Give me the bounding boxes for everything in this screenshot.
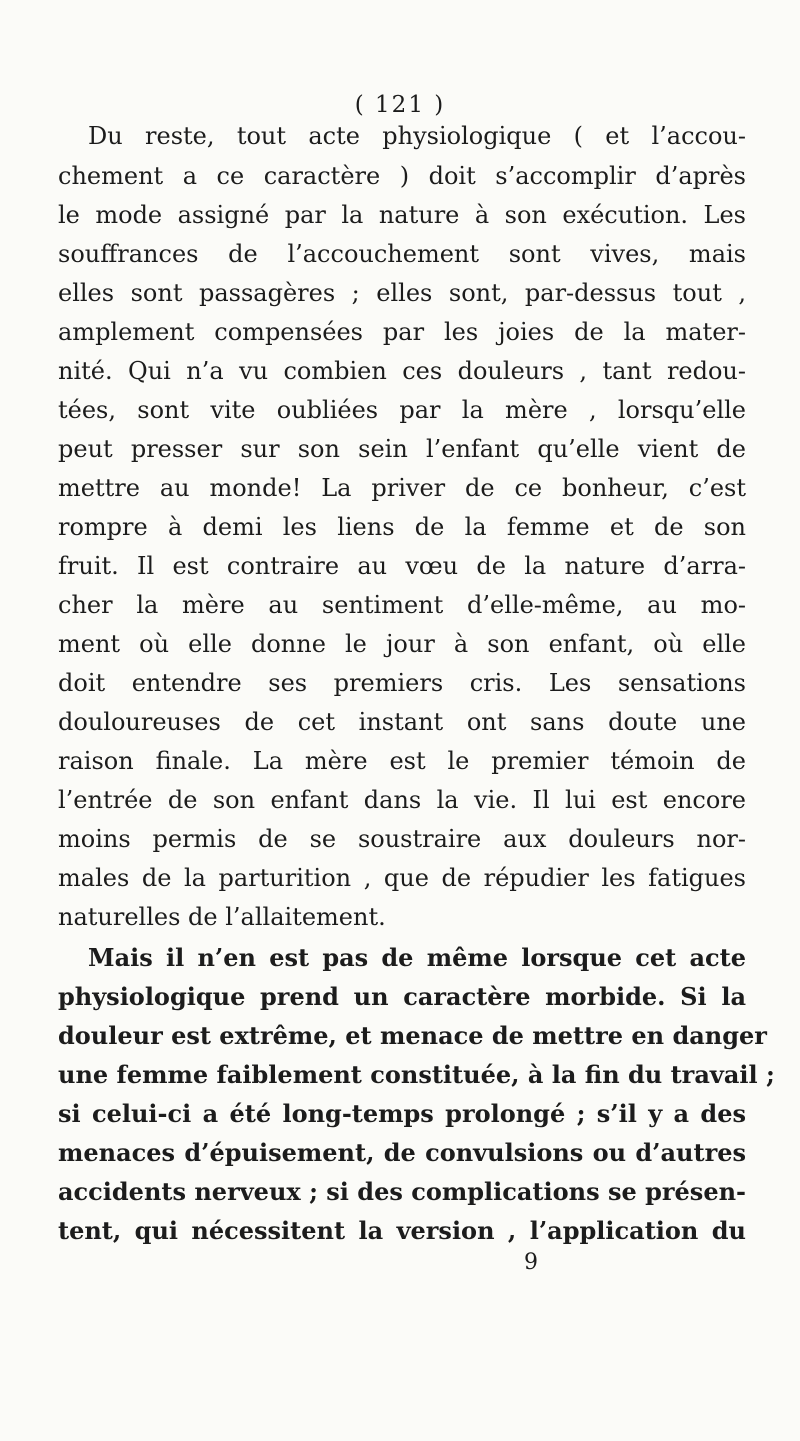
text-line: Mais il n’en est pas de même lorsque cet acte: [88, 943, 746, 972]
text-line: tent, qui nécessitent la version , l’application du: [58, 1216, 746, 1245]
text-line: tées, sont vite oubliées par la mère , lorsqu’elle: [58, 396, 746, 424]
text-line: souffrances de l’accouchement sont vives, mais: [58, 240, 746, 268]
text-line: moins permis de se soustraire aux douleurs nor-: [58, 825, 746, 853]
text-line: peut presser sur son sein l’enfant qu’elle vient de: [58, 435, 746, 463]
text-line: menaces d’épuisement, de convulsions ou d’autres: [58, 1138, 746, 1167]
text-line: naturelles de l’allaitement.: [58, 903, 386, 931]
text-line: accidents nerveux ; si des complications se présen-: [58, 1177, 746, 1206]
text-line: mettre au monde! La priver de ce bonheur, c’est: [58, 474, 746, 502]
text-line: elles sont passagères ; elles sont, par-dessus tout ,: [58, 279, 746, 307]
text-line: l’entrée de son enfant dans la vie. Il lui est encore: [58, 786, 746, 814]
text-line: amplement compensées par les joies de la mater-: [58, 318, 746, 346]
text-line: ment où elle donne le jour à son enfant, où elle: [58, 630, 746, 658]
text-line: physiologique prend un caractère morbide. Si la: [58, 982, 746, 1011]
page-number: ( 121 ): [354, 92, 446, 118]
text-line: Du reste, tout acte physiologique ( et l’accou-: [88, 122, 746, 150]
text-line: douleur est extrême, et menace de mettre en danger: [58, 1021, 767, 1050]
text-line: chement a ce caractère ) doit s’accomplir d’après: [58, 162, 746, 190]
text-line: rompre à demi les liens de la femme et de son: [58, 513, 746, 541]
text-line: douloureuses de cet instant ont sans doute une: [58, 708, 746, 736]
signature-mark: 9: [524, 1250, 538, 1275]
text-line: cher la mère au sentiment d’elle-même, au mo-: [58, 591, 746, 619]
text-line: fruit. Il est contraire au vœu de la nature d’arra-: [58, 552, 746, 580]
text-line: doit entendre ses premiers cris. Les sensations: [58, 669, 746, 697]
text-line: une femme faiblement constituée, à la fin du travail ;: [58, 1060, 775, 1089]
text-line: males de la parturition , que de répudier les fatigues: [58, 864, 746, 892]
text-line: le mode assigné par la nature à son exécution. Les: [58, 201, 746, 229]
text-line: raison finale. La mère est le premier témoin de: [58, 747, 746, 775]
text-line: si celui-ci a été long-temps prolongé ; s’il y a des: [58, 1099, 746, 1128]
text-line: nité. Qui n’a vu combien ces douleurs , tant redou-: [58, 357, 746, 385]
